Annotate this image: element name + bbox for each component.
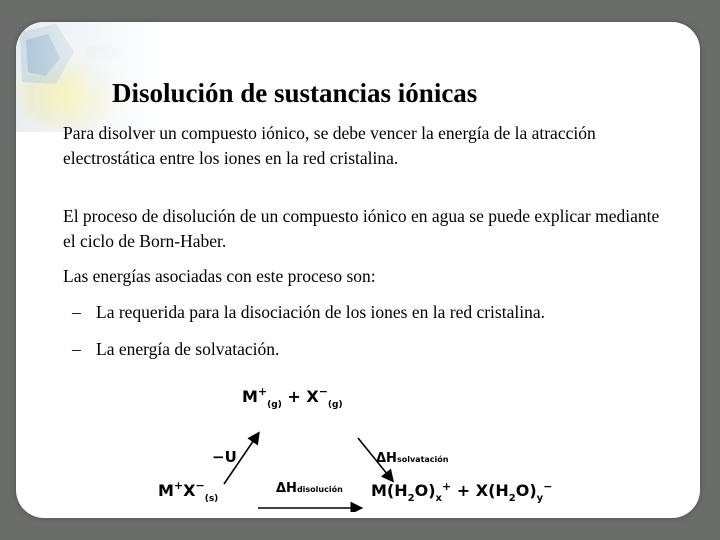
bullet-marker: – xyxy=(72,302,81,322)
bullet-item xyxy=(72,302,545,323)
gaseous-ions-formula: $M^+_{(g)} + X^-_{(g)}$ xyxy=(242,385,343,410)
solvated-ions-formula: $M(H_2O)_x^+ + X(H_2O)_y^-$ xyxy=(371,480,553,504)
dissolution-enthalpy-label: ΔHdisolución xyxy=(276,481,343,496)
born-haber-cycle-diagram xyxy=(146,372,576,512)
paragraph-born-haber: El proceso de disolución de un compuesto iónico en agua se puede explicar mediante el ciclo de Born-Haber. xyxy=(63,206,660,251)
solvation-enthalpy-label: ΔHsolvatación xyxy=(376,451,449,466)
bullet-item xyxy=(72,339,279,360)
lattice-energy-label: −U xyxy=(212,448,237,466)
bullet-marker: – xyxy=(72,339,81,359)
slide xyxy=(16,22,700,518)
slide-title: Disolución de sustancias iónicas xyxy=(112,78,478,108)
ionic-solid-formula: $M^+X^-_{(s)}$ xyxy=(158,479,219,504)
paragraph-energies-intro: Las energías asociadas con este proceso son: xyxy=(63,266,376,286)
bullet-text: La requerida para la disociación de los iones en la red cristalina. xyxy=(96,302,545,322)
paragraph-electrostatic-attraction: Para disolver un compuesto iónico, se debe vencer la energía de la atracción electrostática entre los iones en la red cristalina. xyxy=(63,123,596,168)
bullet-text: La energía de solvatación. xyxy=(96,339,280,359)
flask-photo-decoration xyxy=(16,22,166,132)
